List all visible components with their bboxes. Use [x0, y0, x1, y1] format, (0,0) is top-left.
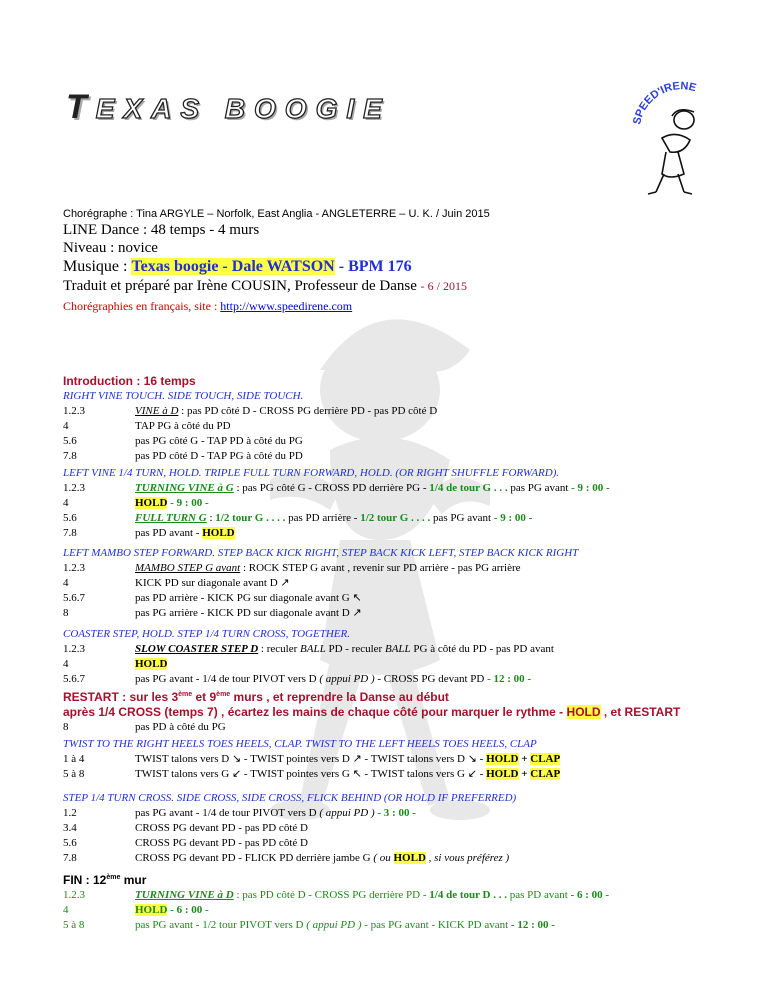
section-5: [63, 737, 753, 782]
line-dance-info: LINE Dance : 48 temps - 4 murs: [63, 222, 260, 238]
site-line: [63, 299, 352, 314]
section-2: [63, 466, 753, 541]
fin-heading: FIN : 12ème mur: [63, 873, 147, 887]
section-4: [63, 627, 753, 735]
step-row: 4 HOLD - 6 : 00 -: [63, 904, 209, 916]
section-heading: LEFT MAMBO STEP FORWARD. STEP BACK KICK RIGHT, STEP BACK KICK LEFT, STEP BACK KICK RIGHT: [63, 547, 579, 559]
step-row: 1 à 4 TWIST talons vers D ↘ - TWIST pointes vers D ↗ - TWIST talons vers D ↘ - HOLD + CLAP: [63, 753, 561, 765]
step-row: 5 à 8 pas PG avant - 1/2 tour PIVOT vers D ( appui PD ) - pas PG avant - KICK PD avant - 12 : 00 -: [63, 919, 555, 931]
step-row: 5.6 FULL TURN G : 1/2 tour G . . . . pas PD arrière - 1/2 tour G . . . . pas PG avant - 9 : 00 -: [63, 512, 533, 524]
step-row: 5.6 pas PG côté G - TAP PD à côté du PG: [63, 435, 303, 447]
document-title: [66, 88, 391, 127]
section-heading: STEP 1/4 TURN CROSS. SIDE CROSS, SIDE CROSS, FLICK BEHIND (OR HOLD IF PREFERRED): [63, 792, 517, 804]
step-row: 8 pas PD à côté du PG: [63, 721, 226, 733]
section-heading: RIGHT VINE TOUCH. SIDE TOUCH, SIDE TOUCH.: [63, 390, 304, 402]
section-3: [63, 546, 753, 621]
step-row: 1.2.3 VINE à D : pas PD côté D - CROSS PG derrière PD - pas PD côté D: [63, 405, 438, 417]
step-row: 7.8 CROSS PG devant PD - FLICK PD derrière jambe G ( ou HOLD , si vous préférez ): [63, 852, 510, 864]
step-row: 1.2.3 MAMBO STEP G avant : ROCK STEP G avant , revenir sur PD arrière - pas PG arrière: [63, 562, 521, 574]
section-6: [63, 791, 753, 866]
section-heading: TWIST TO THE RIGHT HEELS TOES HEELS, CLAP. TWIST TO THE LEFT HEELS TOES HEELS, CLAP: [63, 738, 537, 750]
choreographer-line: Chorégraphe : Tina ARGYLE – Norfolk, East Anglia - ANGLETERRE – U. K. / Juin 2015: [63, 208, 490, 220]
site-label: Chorégraphies en français, site :: [63, 299, 218, 313]
site-link[interactable]: http://www.speedirene.com: [220, 299, 353, 313]
step-row: 1.2.3 TURNING VINE à G : pas PG côté G - CROSS PD derrière PG - 1/4 de tour G . . . pas PG avant - 9 : 00 -: [63, 482, 610, 494]
translator: Traduit et préparé par Irène COUSIN, Professeur de Danse: [63, 278, 417, 294]
logo-text: SPEED'IRENE: [631, 80, 698, 126]
step-row: 5.6.7 pas PG avant - 1/4 de tour PIVOT vers D ( appui PD ) - CROSS PG devant PD - 12 : 00 -: [63, 673, 532, 685]
intro-text: Introduction : 16 temps: [63, 374, 196, 388]
section-1: [63, 389, 753, 464]
intro: [63, 374, 753, 390]
music-bpm: - BPM 176: [338, 258, 412, 275]
title-initial: T: [66, 88, 96, 126]
title-rest: EXAS BOOGIE: [95, 93, 391, 124]
restart-note-1: RESTART : sur les 3ème et 9ème murs , et reprendre la Danse au début: [63, 690, 449, 704]
step-row: 5 à 8 TWIST talons vers G ↙ - TWIST pointes vers G ↖ - TWIST talons vers G ↙ - HOLD + CLAP: [63, 768, 561, 780]
step-row: 5.6.7 pas PD arrière - KICK PG sur diagonale avant G ↖: [63, 592, 362, 604]
section-heading: COASTER STEP, HOLD. STEP 1/4 TURN CROSS, TOGETHER.: [63, 628, 350, 640]
step-row: 7.8 pas PD avant - HOLD: [63, 527, 235, 539]
restart-note-2: après 1/4 CROSS (temps 7) , écartez les mains de chaque côté pour marquer le rythme - HOLD , et RESTART: [63, 705, 681, 719]
step-row: 1.2.3 TURNING VINE à D : pas PD côté D - CROSS PG derrière PD - 1/4 de tour D . . . pas PD avant - 6 : 00 -: [63, 889, 610, 901]
step-row: 4 HOLD: [63, 658, 168, 670]
translation-date: - 6 / 2015: [420, 279, 468, 293]
speedirene-logo: [622, 70, 732, 200]
step-row: 5.6 CROSS PG devant PD - pas PD côté D: [63, 837, 308, 849]
music-title: Texas boogie - Dale WATSON: [131, 258, 335, 275]
section-fin: [63, 870, 753, 933]
step-row: 4 HOLD - 9 : 00 -: [63, 497, 209, 509]
svg-text:SPEED'IRENE: [631, 80, 697, 126]
step-row: 1.2.3 SLOW COASTER STEP D : reculer BALL PD - reculer BALL PG à côté du PD - pas PD avant: [63, 643, 554, 655]
step-row: 1.2 pas PG avant - 1/4 de tour PIVOT vers D ( appui PD ) - 3 : 00 -: [63, 807, 416, 819]
translation-line: [63, 278, 467, 295]
section-heading: LEFT VINE 1/4 TURN, HOLD. TRIPLE FULL TURN FORWARD, HOLD. (OR RIGHT SHUFFLE FORWARD).: [63, 467, 560, 479]
step-row: 7.8 pas PD côté D - TAP PG à côté du PD: [63, 450, 303, 462]
music-line: [63, 258, 412, 276]
step-row: 4 KICK PD sur diagonale avant D ↗: [63, 577, 290, 589]
step-row: 8 pas PG arrière - KICK PD sur diagonale avant D ↗: [63, 607, 362, 619]
step-row: 3.4 CROSS PG devant PD - pas PD côté D: [63, 822, 308, 834]
step-row: 4 TAP PG à côté du PD: [63, 420, 231, 432]
music-label: Musique :: [63, 258, 128, 275]
level-info: Niveau : novice: [63, 240, 158, 256]
